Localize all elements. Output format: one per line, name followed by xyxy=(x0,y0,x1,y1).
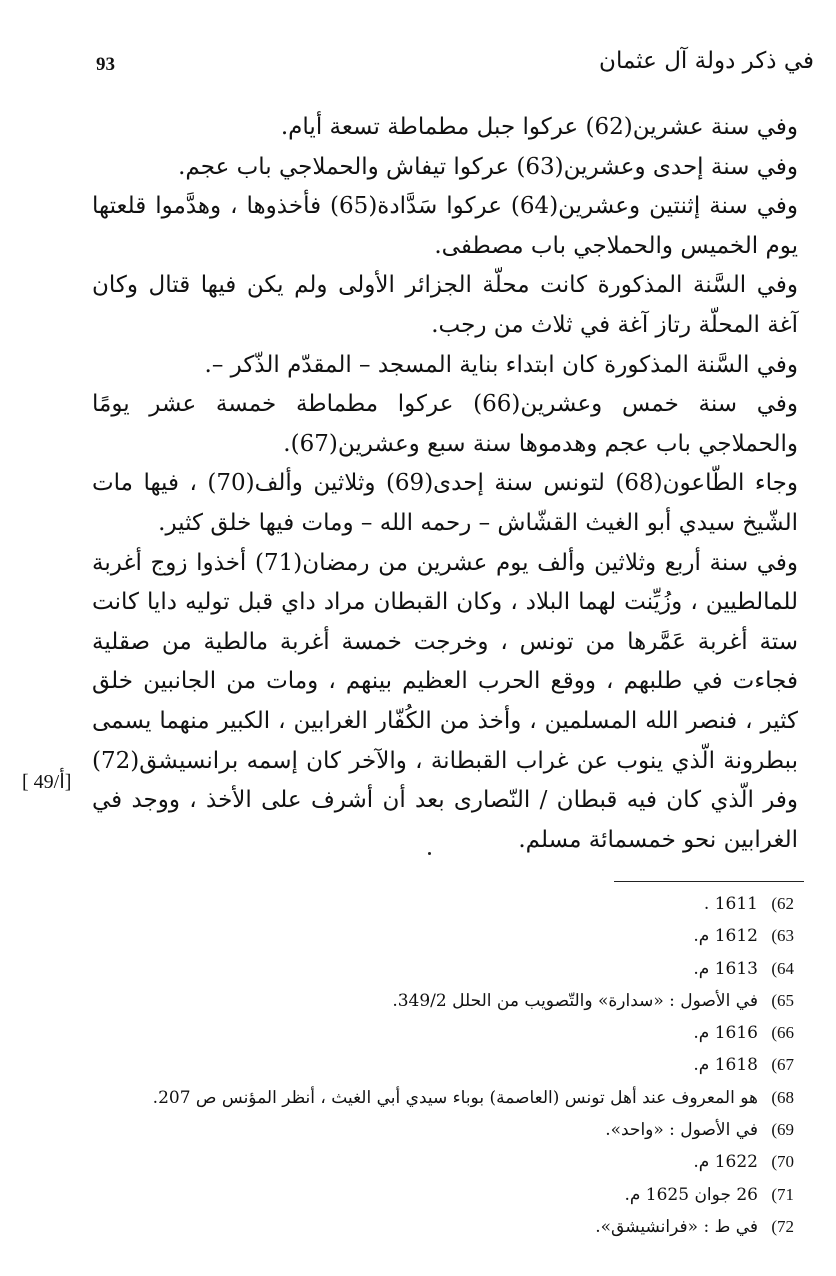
footnote xyxy=(180,985,794,1017)
footnote xyxy=(152,1082,794,1114)
footnote-text: 1612 م. xyxy=(693,926,758,947)
running-head: في ذكر دولة آل عثمان xyxy=(599,48,814,74)
footnote-number: 72) xyxy=(771,1216,794,1236)
footnote xyxy=(180,1049,794,1081)
footnote xyxy=(180,1017,794,1049)
footnote-number: 63) xyxy=(771,926,794,946)
footnote xyxy=(180,920,794,952)
paragraph: وفي السَّنة المذكورة كان ابتداء بناية المسجد – المقدّم الذّكر –. xyxy=(204,351,798,378)
folio-margin-note: [ 49/أ] xyxy=(22,771,72,793)
paragraph: وفي سنة إحدى وعشرين(63) عركوا تيفاش والحملاجي باب عجم. xyxy=(178,153,798,180)
page-header xyxy=(0,44,836,84)
paragraph: وفي سنة عشرين(62) عركوا جبل مطماطة تسعة أيام. xyxy=(280,114,798,140)
footnote xyxy=(180,1179,794,1211)
footnote-number: 69) xyxy=(771,1120,794,1140)
paragraph: وفي السَّنة المذكورة كانت محلّة الجزائر الأولى ولم يكن فيها قتال وكان آغة المحلّة رتاز آغة في ثلاث من رجب. xyxy=(92,272,798,338)
footnote xyxy=(180,1146,794,1178)
footnotes xyxy=(152,888,794,1243)
paragraph: وفي سنة خمس وعشرين(66) عركوا مطماطة خمسة عشر يومًا والحملاجي باب عجم وهدموها سنة سبع وعشرين(67). xyxy=(92,391,798,457)
footnote-text: في الأصول : «سدارة» والتّصويب من الحلل 349/2. xyxy=(392,990,758,1011)
footnote-text: في ط : «فرانشيشق». xyxy=(595,1216,758,1237)
footnote-number: 65) xyxy=(771,990,794,1010)
footnote xyxy=(180,1211,794,1243)
footnote-text: في الأصول : «واحد». xyxy=(605,1120,758,1141)
footnote xyxy=(180,1114,794,1146)
footnote-number: 64) xyxy=(771,958,794,978)
footnote-text: هو المعروف عند أهل تونس (العاصمة) بوباء سيدي أبي الغيث ، أنظر المؤنس ص 207. xyxy=(152,1087,758,1108)
footnote-separator xyxy=(614,881,804,882)
page-number: 93 xyxy=(96,54,115,75)
footnote-text: 1611 . xyxy=(703,894,758,914)
footnote-text: 1618 م. xyxy=(693,1055,758,1076)
paragraph: وفي سنة إثنتين وعشرين(64) عركوا سَدَّادة(65) فأخذوها ، وهدَّموا قلعتها يوم الخميس والحملاجي باب مصطفى. xyxy=(92,193,798,259)
footnote-number: 68) xyxy=(771,1087,794,1107)
footnote-number: 67) xyxy=(771,1055,794,1075)
footnote-text: 1613 م. xyxy=(693,958,758,979)
footnote-number: 62) xyxy=(771,894,794,913)
footnote xyxy=(180,953,794,985)
paragraph: وجاء الطّاعون(68) لتونس سنة إحدى(69) وثلاثين وألف(70) ، فيها مات الشّيخ سيدي أبو الغيث القشّاش – رحمه الله – ومات فيها خلق كثير. xyxy=(92,470,799,536)
footnote-text: 26 جوان 1625 م. xyxy=(624,1184,758,1205)
ink-speck xyxy=(428,852,431,855)
footnote xyxy=(180,888,794,920)
footnote-number: 71) xyxy=(771,1184,794,1204)
body-text xyxy=(92,108,798,868)
footnote-text: 1622 م. xyxy=(693,1152,758,1173)
paragraph: وفي سنة أربع وثلاثين وألف يوم عشرين من رمضان(71) أخذوا زوج أغربة للمالطيين ، وزُيِّنت لهما البلاد ، وكان القبطان مراد داي قبل توليه دايا كانت ستة أغربة عَمَّرها من تونس ، وخرجت خمسة أغربة مالطية من صقلية فجاءت في طلبهم ، ووقع الحرب العظيم بينهم ، ومات من الجانبين خلق كثير ، فنصر الله المسلمين ، وأخذ من الكُفّار الغرابين ، الكبير منهما يسمى ببطرونة الّذي ينوب عن غراب القبطانة ، والآخر كان إسمه برانسيشق(72) وفر الّذي كان فيه قبطان / النّصارى بعد أن أشرف على الأخذ ، ووجد في الغرابين نحو خمسمائة مسلم. xyxy=(92,549,798,853)
footnote-number: 70) xyxy=(771,1152,794,1172)
footnote-number: 66) xyxy=(771,1023,794,1043)
footnote-text: 1616 م. xyxy=(693,1023,758,1044)
